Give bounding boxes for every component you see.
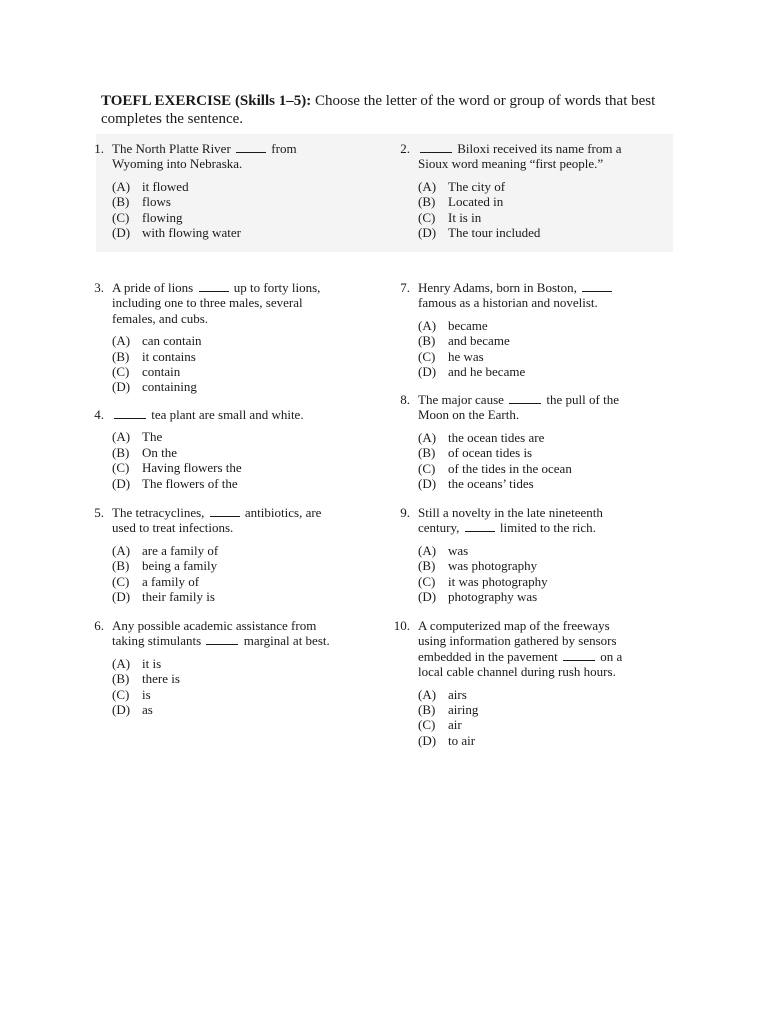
option-text: was	[448, 542, 469, 558]
stem-text: Moon on the Earth.	[418, 407, 520, 423]
option-letter: (C)	[418, 717, 436, 733]
answer-options	[418, 179, 658, 241]
answer-option[interactable]	[112, 671, 352, 686]
option-letter: (C)	[112, 573, 130, 589]
question-stem-line	[112, 156, 352, 171]
option-text: the ocean tides are	[448, 429, 545, 445]
stem-text: Wyoming into Nebraska.	[112, 156, 243, 172]
stem-text: The major cause	[418, 392, 508, 407]
answer-option[interactable]	[418, 430, 658, 445]
question-3	[82, 280, 352, 395]
option-text: flowing	[142, 209, 183, 225]
option-text: there is	[142, 671, 180, 687]
option-text: to air	[448, 732, 476, 748]
option-text: The tour included	[448, 225, 541, 241]
question-number: 1.	[94, 141, 104, 156]
question-stem-line	[112, 141, 352, 156]
question-stem-line	[112, 505, 352, 520]
option-letter: (C)	[112, 364, 130, 380]
answer-blank	[465, 520, 495, 532]
option-letter: (B)	[112, 444, 130, 460]
option-letter: (C)	[418, 460, 436, 476]
answer-option[interactable]	[112, 476, 352, 491]
option-text: a family of	[142, 573, 200, 589]
answer-blank	[236, 141, 266, 153]
option-text: airs	[448, 686, 467, 702]
question-9	[388, 505, 658, 604]
option-letter: (C)	[112, 209, 130, 225]
option-letter: (B)	[112, 348, 130, 364]
question-stem-line	[112, 520, 352, 535]
option-letter: (A)	[112, 655, 131, 671]
answer-option[interactable]	[418, 702, 658, 717]
answer-option[interactable]	[418, 318, 658, 333]
question-stem-line	[418, 407, 658, 422]
option-text: containing	[142, 379, 197, 395]
option-text: it was photography	[448, 573, 548, 589]
answer-option[interactable]	[418, 687, 658, 702]
question-8	[388, 392, 658, 491]
answer-option[interactable]	[112, 543, 352, 558]
stem-text: Still a novelty in the late nineteenth	[418, 505, 603, 520]
option-text: flows	[142, 194, 171, 210]
stem-text: including one to three males, several	[112, 295, 303, 311]
option-letter: (A)	[112, 429, 131, 445]
stem-text: the pull of the	[543, 392, 619, 407]
answer-blank	[206, 633, 238, 645]
answer-option[interactable]	[418, 461, 658, 476]
exercise-instructions: Choose the letter of the word or group of words that best completes the sentence.	[101, 93, 656, 127]
answer-options	[418, 543, 658, 605]
option-text: with flowing water	[142, 225, 241, 241]
question-stem-line	[112, 295, 352, 310]
question-stem-line	[112, 280, 352, 295]
question-number: 9.	[400, 505, 410, 520]
answer-blank	[114, 407, 146, 419]
question-number: 6.	[94, 618, 104, 633]
option-letter: (C)	[112, 686, 130, 702]
answer-option[interactable]	[112, 210, 352, 225]
answer-option[interactable]	[418, 349, 658, 364]
answer-option[interactable]	[112, 194, 352, 209]
option-letter: (D)	[418, 225, 437, 241]
stem-text: females, and cubs.	[112, 310, 209, 326]
option-text: of the tides in the ocean	[448, 460, 572, 476]
answer-blank	[509, 392, 541, 404]
stem-text: marginal at best.	[240, 633, 330, 649]
question-1	[82, 141, 352, 240]
answer-option[interactable]	[418, 543, 658, 558]
option-text: can contain	[142, 333, 202, 349]
option-letter: (D)	[418, 364, 437, 380]
option-text: are a family of	[142, 542, 219, 558]
question-stem-line	[418, 618, 658, 633]
stem-text: limited to the rich.	[496, 520, 596, 536]
option-letter: (A)	[418, 542, 437, 558]
option-letter: (A)	[112, 333, 131, 349]
option-text: he was	[448, 348, 484, 364]
option-text: Having flowers the	[142, 460, 242, 476]
answer-option[interactable]	[112, 349, 352, 364]
answer-options	[112, 543, 352, 605]
question-stem-line	[418, 664, 658, 679]
stem-text: on a	[596, 648, 623, 664]
option-text: became	[448, 317, 488, 333]
stem-text: A computerized map of the freeways	[418, 618, 610, 633]
stem-text: using information gathered by sensors	[418, 633, 617, 649]
answer-options	[418, 430, 658, 492]
answer-option[interactable]	[112, 656, 352, 671]
option-letter: (D)	[418, 589, 437, 605]
option-text: it is	[142, 655, 162, 671]
answer-blank	[199, 280, 229, 292]
question-stem-line	[112, 407, 352, 422]
stem-text: The North Platte River	[112, 141, 235, 156]
question-stem-line	[418, 295, 658, 310]
answer-option[interactable]	[112, 429, 352, 444]
option-letter: (D)	[112, 589, 131, 605]
option-text: air	[448, 717, 462, 733]
option-text: Located in	[448, 194, 504, 210]
answer-option[interactable]	[418, 333, 658, 348]
option-letter: (B)	[418, 333, 436, 349]
exercise-title: TOEFL EXERCISE (Skills 1–5):	[101, 93, 312, 109]
question-stem-line	[418, 505, 658, 520]
stem-text: A pride of lions	[112, 280, 197, 295]
stem-text: famous as a historian and novelist.	[418, 295, 598, 311]
question-number: 5.	[94, 505, 104, 520]
option-letter: (A)	[112, 542, 131, 558]
question-number: 2.	[400, 141, 410, 156]
option-text: It is in	[448, 209, 482, 225]
option-text: the oceans’ tides	[448, 476, 534, 492]
option-letter: (C)	[418, 348, 436, 364]
answer-option[interactable]	[418, 733, 658, 748]
option-letter: (D)	[418, 732, 437, 748]
question-7	[388, 280, 658, 379]
question-number: 7.	[400, 280, 410, 295]
option-text: as	[142, 702, 153, 718]
question-stem-line	[112, 633, 352, 648]
option-text: and he became	[448, 364, 526, 380]
question-number: 10.	[393, 618, 410, 633]
answer-options	[112, 656, 352, 718]
option-letter: (D)	[418, 476, 437, 492]
stem-text: up to forty lions,	[230, 280, 321, 295]
question-stem-line	[418, 141, 658, 156]
question-stem-line	[112, 618, 352, 633]
answer-option[interactable]	[112, 589, 352, 604]
option-text: photography was	[448, 589, 538, 605]
answer-option[interactable]	[418, 589, 658, 604]
question-number: 4.	[94, 407, 104, 422]
option-letter: (B)	[418, 445, 436, 461]
question-stem-line	[418, 649, 658, 664]
question-stem-line	[418, 156, 658, 171]
answer-options	[112, 333, 352, 395]
question-stem-line	[112, 311, 352, 326]
stem-text: Sioux word meaning “first people.”	[418, 156, 604, 172]
answer-option[interactable]	[418, 717, 658, 732]
question-5	[82, 505, 352, 604]
answer-option[interactable]	[418, 364, 658, 379]
option-letter: (A)	[112, 178, 131, 194]
answer-option[interactable]	[112, 225, 352, 240]
answer-option[interactable]	[112, 364, 352, 379]
option-text: airing	[448, 702, 479, 718]
question-2	[388, 141, 658, 240]
option-letter: (B)	[112, 671, 130, 687]
option-letter: (D)	[112, 475, 131, 491]
option-letter: (D)	[112, 702, 131, 718]
answer-option[interactable]	[112, 574, 352, 589]
stem-text: embedded in the pavement	[418, 648, 561, 664]
option-letter: (B)	[112, 558, 130, 574]
answer-option[interactable]	[112, 702, 352, 717]
question-stem-line	[418, 520, 658, 535]
question-number: 8.	[400, 392, 410, 407]
answer-option[interactable]	[418, 194, 658, 209]
stem-text: used to treat infections.	[112, 520, 234, 536]
answer-option[interactable]	[112, 379, 352, 394]
option-letter: (C)	[418, 209, 436, 225]
option-text: it contains	[142, 348, 196, 364]
question-stem-line	[418, 392, 658, 407]
stem-text: taking stimulants	[112, 633, 205, 649]
stem-text: century,	[418, 520, 463, 536]
option-text: was photography	[448, 558, 538, 574]
option-text: contain	[142, 364, 181, 380]
answer-options	[418, 318, 658, 380]
answer-options	[112, 179, 352, 241]
option-letter: (A)	[418, 317, 437, 333]
stem-text: Any possible academic assistance from	[112, 618, 317, 633]
answer-option[interactable]	[112, 179, 352, 194]
stem-text: Biloxi received its name from a	[454, 141, 622, 156]
option-letter: (D)	[112, 379, 131, 395]
option-letter: (C)	[418, 573, 436, 589]
option-text: of ocean tides is	[448, 445, 533, 461]
stem-text: local cable channel during rush hours.	[418, 664, 616, 680]
option-letter: (B)	[418, 702, 436, 718]
answer-option[interactable]	[112, 445, 352, 460]
answer-option[interactable]	[418, 179, 658, 194]
option-text: The	[142, 429, 163, 445]
answer-option[interactable]	[112, 558, 352, 573]
option-text: their family is	[142, 589, 215, 605]
option-text: The flowers of the	[142, 475, 238, 491]
answer-options	[418, 687, 658, 749]
question-4	[82, 407, 352, 491]
option-text: and became	[448, 333, 510, 349]
answer-option[interactable]	[418, 225, 658, 240]
option-letter: (B)	[112, 194, 130, 210]
answer-option[interactable]	[418, 574, 658, 589]
stem-text: The tetracyclines,	[112, 505, 208, 520]
answer-options	[112, 429, 352, 491]
answer-option[interactable]	[112, 687, 352, 702]
answer-option[interactable]	[112, 333, 352, 348]
option-letter: (A)	[418, 686, 437, 702]
option-letter: (A)	[418, 429, 437, 445]
option-text: The city of	[448, 178, 506, 194]
answer-blank	[210, 505, 240, 517]
option-letter: (B)	[418, 194, 436, 210]
question-6	[82, 618, 352, 717]
stem-text: from	[268, 141, 297, 156]
question-stem-line	[418, 633, 658, 648]
answer-blank	[563, 649, 595, 661]
answer-blank	[582, 280, 612, 292]
answer-option[interactable]	[418, 558, 658, 573]
option-text: On the	[142, 444, 178, 460]
option-letter: (B)	[418, 558, 436, 574]
stem-text: antibiotics, are	[241, 505, 322, 520]
option-text: being a family	[142, 558, 218, 574]
option-text: is	[142, 686, 151, 702]
exercise-header	[101, 92, 681, 128]
stem-text: Henry Adams, born in Boston,	[418, 280, 581, 295]
option-letter: (A)	[418, 178, 437, 194]
option-letter: (D)	[112, 225, 131, 241]
answer-option[interactable]	[112, 460, 352, 475]
answer-blank	[420, 141, 452, 153]
answer-option[interactable]	[418, 445, 658, 460]
stem-text: tea plant are small and white.	[148, 407, 304, 422]
option-letter: (C)	[112, 460, 130, 476]
question-10	[388, 618, 658, 748]
answer-option[interactable]	[418, 476, 658, 491]
question-number: 3.	[94, 280, 104, 295]
question-stem-line	[418, 280, 658, 295]
option-text: it flowed	[142, 178, 189, 194]
answer-option[interactable]	[418, 210, 658, 225]
